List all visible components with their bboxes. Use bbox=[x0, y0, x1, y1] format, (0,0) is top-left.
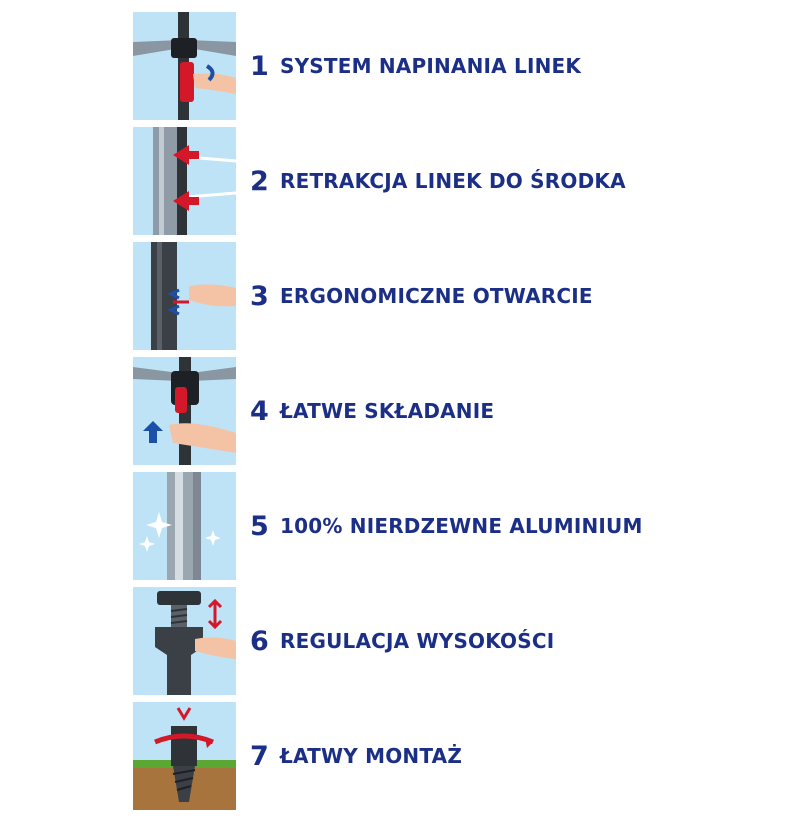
feature-number: 1 bbox=[250, 50, 269, 82]
feature-number: 7 bbox=[250, 740, 269, 772]
feature-number: 3 bbox=[250, 280, 269, 312]
feature-label: 100% NIERDZEWNE ALUMINIUM bbox=[280, 514, 643, 538]
feature-label: ŁATWE SKŁADANIE bbox=[280, 399, 495, 423]
height-adjustment-icon bbox=[133, 587, 236, 695]
feature-number: 6 bbox=[250, 625, 269, 657]
feature-label: ERGONOMICZNE OTWARCIE bbox=[280, 284, 593, 308]
feature-row-4 bbox=[0, 357, 800, 465]
easy-mounting-icon bbox=[133, 702, 236, 810]
feature-row-7 bbox=[0, 702, 800, 810]
feature-label: REGULACJA WYSOKOŚCI bbox=[280, 629, 555, 653]
easy-folding-icon bbox=[133, 357, 236, 465]
ergonomic-opening-icon bbox=[133, 242, 236, 350]
feature-row-1 bbox=[0, 12, 800, 120]
feature-row-6 bbox=[0, 587, 800, 695]
feature-number: 4 bbox=[250, 395, 269, 427]
stainless-aluminium-icon bbox=[133, 472, 236, 580]
feature-label: RETRAKCJA LINEK DO ŚRODKA bbox=[280, 169, 626, 193]
feature-number: 5 bbox=[250, 510, 269, 542]
feature-number: 2 bbox=[250, 165, 269, 197]
line-tension-system-icon bbox=[133, 12, 236, 120]
feature-row-5 bbox=[0, 472, 800, 580]
line-retraction-icon bbox=[133, 127, 236, 235]
feature-row-3 bbox=[0, 242, 800, 350]
feature-row-2 bbox=[0, 127, 800, 235]
feature-label: ŁATWY MONTAŻ bbox=[280, 744, 463, 768]
feature-label: SYSTEM NAPINANIA LINEK bbox=[280, 54, 582, 78]
